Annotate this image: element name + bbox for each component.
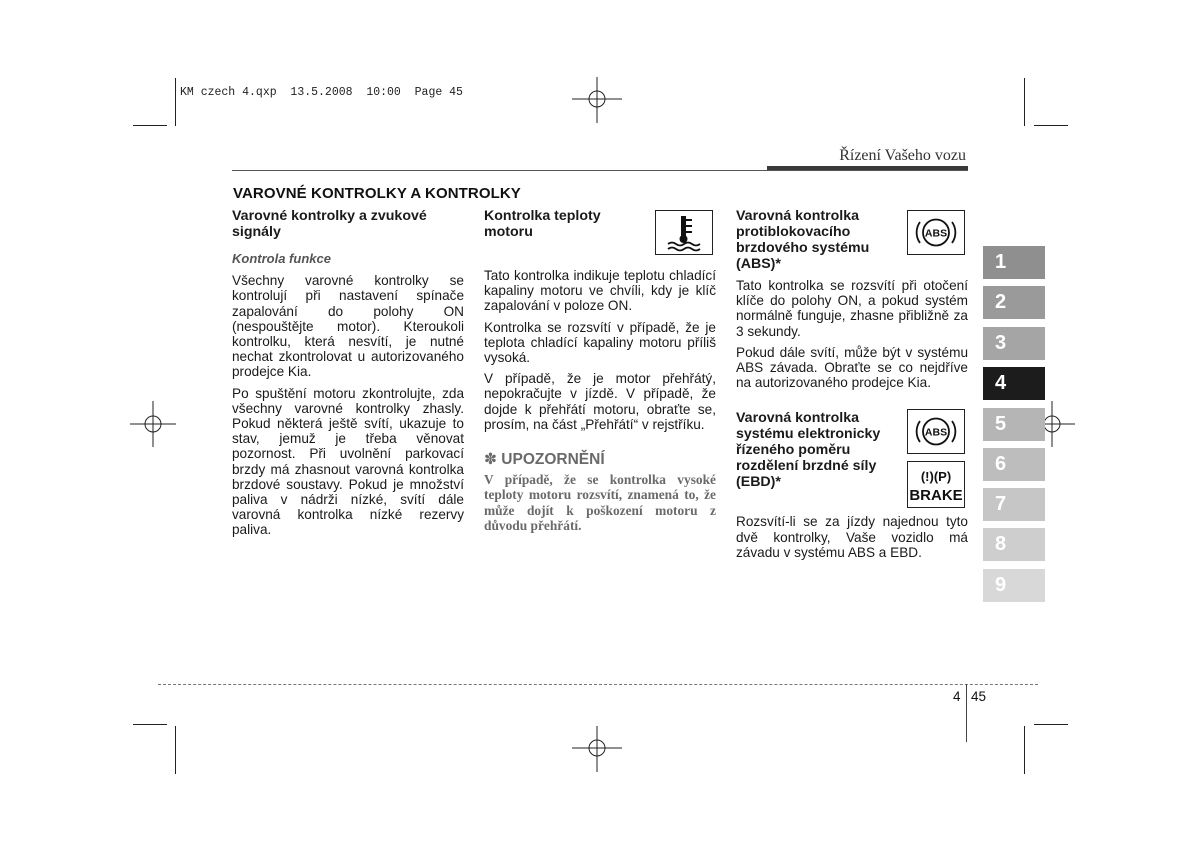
crop-mark: [1024, 78, 1025, 126]
crop-mark: [133, 724, 167, 725]
warning-text: V případě, že se kontrolka vysoké teploty motoru rozsvítí, znamená to, že může dojít k poškození motoru z důvodu přehřátí.: [484, 472, 716, 533]
svg-text:(!)(P): (!)(P): [920, 469, 952, 484]
column-3: [736, 208, 968, 566]
crop-mark: [1034, 125, 1068, 126]
abs-paragraph: Tato kontrolka se rozsvítí při otočení klíče do polohy ON, a pokud systém normálně funguje, zhasne přibližně za 3 sekundy.: [736, 278, 968, 339]
print-header: KM czech 4.qxp 13.5.2008 10:00 Page 45: [180, 86, 463, 99]
col2-paragraph: Kontrolka se rozsvítí v případě, že je teplota chladící kapaliny motoru příliš vysoká.: [484, 319, 716, 366]
abs-icon: [908, 410, 964, 453]
col1-paragraph: Po spuštění motoru zkontrolujte, zda všechny varovné kontrolky zhasly. Pokud některá ještě svítí, ukazuje to stav, jemuž je třeba věnovat pozornost. Při uvolnění parkovací brzdy má zhasnout varovná kontrolka brzdové soustavy. Pokud je množství paliva v nádrži nízké, svítí dále varovná kontrolka nízké rezervy paliva.: [232, 385, 464, 538]
chapter-tab-2[interactable]: 2: [983, 286, 1045, 319]
chapter-tab-9[interactable]: 9: [983, 569, 1045, 602]
crop-mark: [175, 78, 176, 126]
footer-rule: [158, 684, 1038, 685]
ebd-heading: Varovná kontrolka systému elektronicky řízeného poměru rozdělení brzdné síly (EBD)*: [736, 410, 881, 491]
chapter-tab-1[interactable]: 1: [983, 246, 1045, 279]
registration-mark-bottom: [572, 726, 622, 772]
header-rule: [232, 170, 968, 171]
registration-mark-top: [572, 77, 622, 123]
brake-warning-icon: [908, 462, 964, 507]
abs-paragraph: Pokud dále svítí, může být v systému ABS závada. Obraťte se co nejdříve na autorizovaného prodejce Kia.: [736, 344, 968, 391]
brake-icon-box: [907, 461, 965, 508]
crop-mark: [1034, 724, 1068, 725]
col2-heading: Kontrolka teploty motoru: [484, 208, 601, 240]
chapter-tab-6[interactable]: 6: [983, 448, 1045, 481]
page-number-chapter: 4: [953, 689, 961, 704]
col1-paragraph: Všechny varovné kontrolky se kontrolují při nastavení spínače zapalování do polohy ON (nespouštějte motor). Kteroukoli kontrolku, která nesvítí, je nutné nechat zkontrolovat u autorizovaného prodejce Kia.: [232, 273, 464, 380]
abs-icon: [908, 211, 964, 254]
coolant-icon-box: [655, 210, 713, 255]
chapter-tab-7[interactable]: 7: [983, 488, 1045, 521]
warning-title: ✽ UPOZORNĚNÍ: [484, 451, 605, 469]
col1-subheading: Kontrola funkce: [232, 251, 331, 266]
ebd-abs-icon-box: [907, 409, 965, 454]
main-heading: VAROVNÉ KONTROLKY A KONTROLKY: [233, 185, 521, 202]
page-number-page: 45: [971, 689, 987, 704]
crop-mark: [133, 125, 167, 126]
abs-icon-box: [907, 210, 965, 255]
section-title: Řízení Vašeho vozu: [839, 147, 966, 164]
chapter-tab-4[interactable]: 4: [983, 367, 1045, 400]
col2-paragraph: V případě, že je motor přehřátý, nepokračujte v jízdě. V případě, že dojde k přehřátí motoru, obraťte se, prosím, na část „Přehřátí“ v rejstříku.: [484, 371, 716, 432]
column-2: [484, 208, 716, 533]
col2-paragraph: Tato kontrolka indikuje teplotu chladící kapaliny motoru ve chvíli, kdy je klíč zapalování v poloze ON.: [484, 268, 716, 314]
svg-text:ABS: ABS: [924, 426, 948, 439]
registration-mark-left: [130, 401, 176, 447]
chapter-tab-5[interactable]: 5: [983, 408, 1045, 441]
coolant-temperature-icon: [656, 211, 712, 254]
chapter-tab-3[interactable]: 3: [983, 327, 1045, 360]
svg-text:ABS: ABS: [924, 227, 948, 240]
svg-text:BRAKE: BRAKE: [909, 487, 963, 504]
page-number-separator: [966, 684, 967, 742]
crop-mark: [1024, 726, 1025, 774]
col1-heading: Varovné kontrolky a zvukové signály: [232, 208, 427, 240]
ebd-paragraph: Rozsvítí-li se za jízdy najednou tyto dvě kontrolky, Vaše vozidlo má závadu v systému ABS a EBD.: [736, 514, 968, 560]
crop-mark: [175, 726, 176, 774]
column-1: [232, 208, 464, 544]
abs-heading: Varovná kontrolka protiblokovacího brzdového systému (ABS)*: [736, 208, 870, 272]
chapter-tab-8[interactable]: 8: [983, 528, 1045, 561]
